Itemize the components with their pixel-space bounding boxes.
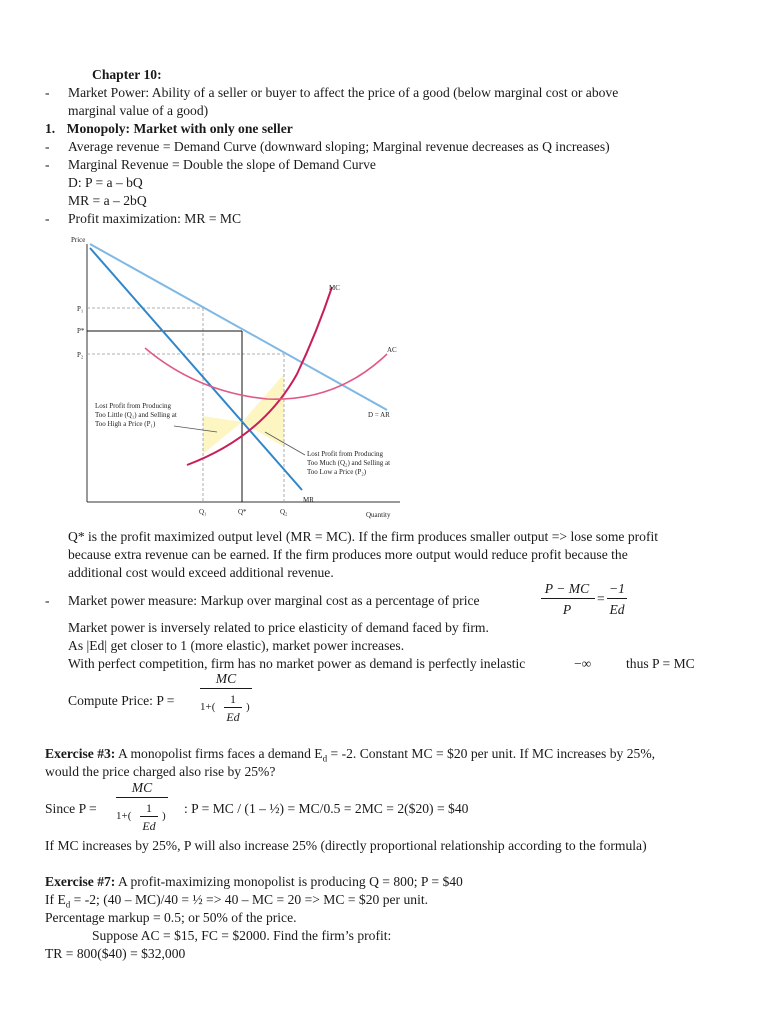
since-p-label: Since P = (45, 801, 97, 816)
perfect-competition-line: With perfect competition, firm has no market power as demand is perfectly inelastic (68, 656, 526, 671)
markup-numerator: P − MC (544, 581, 590, 596)
markup-equals: = (597, 591, 605, 606)
bullet: - (45, 157, 50, 172)
q1-label: Q₁ (199, 508, 207, 516)
section-title: Monopoly: Market with only one seller (66, 121, 293, 136)
avg-revenue-line: Average revenue = Demand Curve (downward sloping; Marginal revenue decreases as Q increases) (68, 139, 610, 154)
mc-label: MC (329, 284, 340, 292)
bullet: - (45, 593, 50, 608)
qstar-label: Q* (238, 508, 247, 516)
ac-label: AC (387, 346, 397, 354)
profit-max-line: Profit maximization: MR = MC (68, 211, 242, 226)
negative-infinity: −∞ (574, 656, 592, 671)
market-power-line2: marginal value of a good) (68, 103, 209, 118)
price-formula-inner-den: Ed (226, 710, 240, 724)
price-formula-one-plus: 1+( (200, 701, 216, 713)
lost-profit-right-area (242, 374, 284, 447)
price-formula-inner-num: 1 (230, 692, 236, 706)
pointer-right (265, 432, 305, 455)
lost-left-line1: Lost Profit from Producing (95, 402, 172, 410)
ed-closer-line: As |Ed| get closer to 1 (more elastic), market power increases. (68, 638, 405, 653)
compute-price-label: Compute Price: P = (68, 693, 175, 708)
lost-right-line1: Lost Profit from Producing (307, 450, 384, 458)
mr-equation: MR = a – 2bQ (68, 193, 147, 208)
marginal-revenue-line: Marginal Revenue = Double the slope of Demand Curve (68, 157, 376, 172)
since-formula-numerator: MC (131, 780, 153, 795)
suppose-line: Suppose AC = $15, FC = $2000. Find the firm’s profit: (92, 928, 392, 943)
p1-label: P₁ (77, 305, 84, 313)
exercise-3-line1: Exercise #3: A monopolist firms faces a demand $E_d = -2$. Constant MC = $20 per unit. If MC increases by 25%, (45, 746, 656, 764)
pstar-label: P* (77, 327, 85, 335)
chapter-title: Chapter 10: (92, 67, 162, 82)
if-mc-increases-line: If MC increases by 25%, P will also increase 25% (directly proportional relationship according to the formula) (45, 838, 647, 853)
price-axis-label: Price (71, 236, 86, 244)
since-formula-bar (116, 797, 168, 798)
price-formula-close: ) (246, 701, 250, 713)
monopoly-diagram (62, 232, 407, 522)
markup-fraction-bar (541, 598, 595, 599)
price-formula-bar (200, 688, 252, 689)
ac-curve (145, 348, 387, 399)
markup-right-numerator: −1 (609, 581, 625, 596)
since-formula-inner-num: 1 (146, 801, 152, 815)
quantity-axis-label: Quantity (366, 511, 391, 519)
exercise-7-line2: If $E_d = -2$; (40 – MC)/40 = ½ => 40 – MC = 20 => MC = $20 per unit. (45, 892, 429, 910)
markup-measure-line: Market power measure: Markup over marginal cost as a percentage of price (68, 593, 480, 608)
since-formula-close: ) (162, 810, 166, 822)
lost-right-line2: Too Much (Q₂) and Selling at (307, 459, 391, 467)
percentage-markup-line: Percentage markup = 0.5; or 50% of the price. (45, 910, 297, 925)
section-number: 1. (45, 121, 56, 136)
qstar-para-line3: additional cost would exceed additional revenue. (68, 565, 334, 580)
qstar-para-line2: because extra revenue can be earned. If the firm produces more output would reduce profit because the (68, 547, 628, 562)
bullet: - (45, 211, 50, 226)
bullet: - (45, 85, 50, 100)
q2-label: Q₂ (280, 508, 288, 516)
price-formula-numerator: MC (215, 671, 237, 686)
p2-label: P₂ (77, 351, 84, 359)
since-formula-inner-den: Ed (142, 819, 156, 833)
lost-left-line2: Too Little (Q₁) and Selling at (95, 411, 177, 419)
markup-right-bar (607, 598, 627, 599)
lost-right-line3: Too Low a Price (P₂) (307, 468, 367, 476)
lost-left-line3: Too High a Price (P₁) (95, 420, 156, 428)
mr-label: MR (303, 496, 314, 504)
markup-right-denominator: Ed (609, 602, 625, 617)
since-result: : P = MC / (1 – ½) = MC/0.5 = 2MC = 2($20) = $40 (184, 801, 469, 816)
markup-denominator: P (562, 602, 572, 617)
exercise-7-line1: Exercise #7: A profit-maximizing monopolist is producing Q = 800; P = $40 (45, 874, 463, 889)
inverse-relation-line: Market power is inversely related to price elasticity of demand faced by firm. (68, 620, 489, 635)
thus-p-equals-mc: thus P = MC (626, 656, 695, 671)
demand-equation: D: P = a – bQ (68, 175, 143, 190)
demand-label: D = AR (368, 411, 390, 419)
market-power-line1: Market Power: Ability of a seller or buyer to affect the price of a good (below marginal cost or above (68, 85, 619, 100)
total-revenue-line: TR = 800($40) = $32,000 (45, 946, 186, 961)
mr-curve (90, 248, 302, 490)
exercise-3-line2: would the price charged also rise by 25%? (45, 764, 276, 779)
since-formula-one-plus: 1+( (116, 810, 132, 822)
qstar-para-line1: Q* is the profit maximized output level (MR = MC). If the firm produces smaller output => lose some profit (68, 529, 659, 544)
section-heading (45, 120, 293, 138)
bullet: - (45, 139, 50, 154)
